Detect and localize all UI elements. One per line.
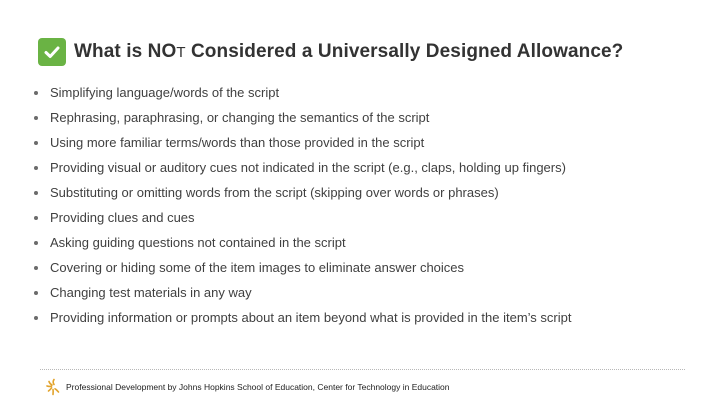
bullet-list — [34, 80, 694, 330]
title-prefix: What is NO — [74, 41, 177, 62]
bullet-text: Rephrasing, paraphrasing, or changing the semantics of the script — [50, 110, 430, 125]
bullet-text: Substituting or omitting words from the script (skipping over words or phrases) — [50, 185, 499, 200]
bullet-text: Using more familiar terms/words than those provided in the script — [50, 135, 425, 150]
page-title — [74, 41, 623, 63]
bullet-text: Simplifying language/words of the script — [50, 85, 280, 100]
bullet-dot-icon — [34, 316, 38, 320]
bullet-dot-icon — [34, 291, 38, 295]
bullet-dot-icon — [34, 191, 38, 195]
bullet-item — [34, 205, 694, 230]
bullet-text: Providing visual or auditory cues not indicated in the script (e.g., claps, holding up fingers) — [50, 160, 566, 175]
bullet-item — [34, 80, 694, 105]
footer-text: Professional Development by Johns Hopkins School of Education, Center for Technology in Education — [66, 382, 450, 392]
bullet-dot-icon — [34, 141, 38, 145]
footer-divider — [40, 369, 685, 370]
bullet-dot-icon — [34, 266, 38, 270]
bullet-item — [34, 130, 694, 155]
bullet-item — [34, 255, 694, 280]
checkmark-icon — [38, 38, 66, 66]
bullet-item — [34, 180, 694, 205]
bullet-text: Covering or hiding some of the item images to eliminate answer choices — [50, 260, 465, 275]
bullet-dot-icon — [34, 241, 38, 245]
bullet-text: Providing clues and cues — [50, 210, 195, 225]
bullet-text: Changing test materials in any way — [50, 285, 252, 300]
bullet-item — [34, 105, 694, 130]
bullet-dot-icon — [34, 91, 38, 95]
bullet-dot-icon — [34, 166, 38, 170]
bullet-dot-icon — [34, 116, 38, 120]
bullet-item — [34, 280, 694, 305]
bullet-text: Asking guiding questions not contained in the script — [50, 235, 346, 250]
bullet-text: Providing information or prompts about an item beyond what is provided in the item’s script — [50, 310, 572, 325]
bullet-item — [34, 305, 694, 330]
jhu-cte-logo-icon — [44, 377, 64, 397]
title-suffix: Considered a Universally Designed Allowance? — [185, 41, 624, 62]
bullet-dot-icon — [34, 216, 38, 220]
bullet-item — [34, 230, 694, 255]
title-smallcap: T — [176, 44, 186, 61]
bullet-item — [34, 155, 694, 180]
title-row — [38, 38, 623, 66]
footer — [44, 377, 450, 397]
